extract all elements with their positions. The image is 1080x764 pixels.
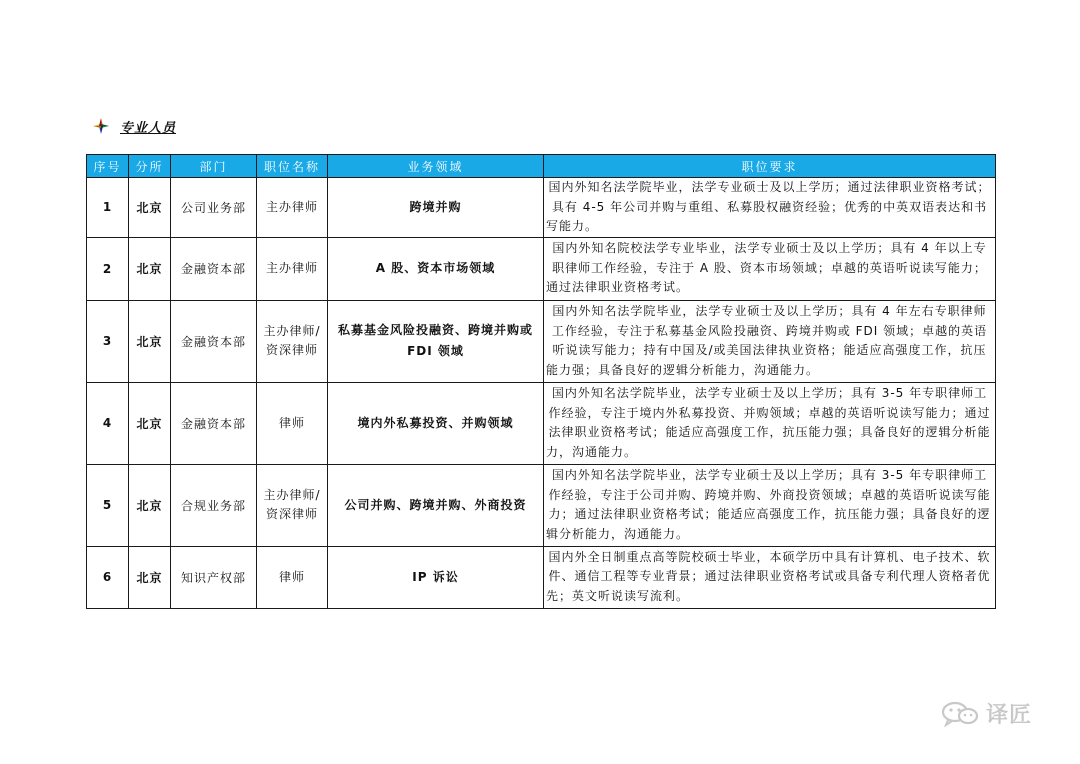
row-department: 知识产权部 [171,546,257,608]
positions-table [86,154,996,609]
header-requirements: 职位要求 [544,155,996,178]
row-requirements: 国内外知名法学院毕业，法学专业硕士及以上学历；具有 3-5 年专职律师工作经验，专注于公司并购、跨境并购、外商投资领域；卓越的英语听说读写能力；通过法律职业资格考试；能适应高强度工作，抗压能力强；具备良好的逻辑分析能力，沟通能力。 [544,464,996,546]
row-position: 主办律师 [257,178,328,238]
table-row [87,546,996,608]
row-office: 北京 [129,300,171,382]
row-no: 6 [87,546,129,608]
table-row [87,178,996,238]
row-department: 金融资本部 [171,300,257,382]
row-no: 1 [87,178,129,238]
header-practice-area: 业务领域 [328,155,544,178]
row-practice-area: 跨境并购 [328,178,544,238]
row-office: 北京 [129,382,171,464]
table-row [87,382,996,464]
row-requirements: 国内外知名法学院毕业，法学专业硕士及以上学历；具有 3-5 年专职律师工作经验，专注于境内外私募投资、并购领域；卓越的英语听说读写能力；通过法律职业资格考试；能适应高强度工作，抗压能力强；具备良好的逻辑分析能力，沟通能力。 [544,382,996,464]
row-requirements: 国内外知名院校法学专业毕业，法学专业硕士及以上学历；具有 4 年以上专职律师工作经验，专注于 A 股、资本市场领域；卓越的英语听说读写能力；通过法律职业资格考试。 [544,237,996,300]
table-row [87,237,996,300]
row-position: 律师 [257,546,328,608]
row-no: 2 [87,237,129,300]
table-row [87,464,996,546]
header-no: 序号 [87,155,129,178]
row-requirements: 国内外知名法学院毕业，法学专业硕士及以上学历；通过法律职业资格考试；具有 4-5 年公司并购与重组、私募股权融资经验；优秀的中英双语表达和书写能力。 [544,178,996,238]
row-department: 金融资本部 [171,382,257,464]
row-position: 主办律师 [257,237,328,300]
row-practice-area: 公司并购、跨境并购、外商投资 [328,464,544,546]
row-position: 主办律师/资深律师 [257,300,328,382]
row-office: 北京 [129,178,171,238]
header-position: 职位名称 [257,155,328,178]
row-position: 律师 [257,382,328,464]
section-title: 专业人员 [120,120,177,136]
row-no: 4 [87,382,129,464]
row-position: 主办律师/资深律师 [257,464,328,546]
row-no: 5 [87,464,129,546]
row-no: 3 [87,300,129,382]
row-practice-area: 私募基金风险投融资、跨境并购或 FDI 领域 [328,300,544,382]
row-department: 公司业务部 [171,178,257,238]
header-department: 部门 [171,155,257,178]
row-department: 合规业务部 [171,464,257,546]
row-practice-area: 境内外私募投资、并购领域 [328,382,544,464]
row-requirements: 国内外知名法学院毕业，法学专业硕士及以上学历；具有 4 年左右专职律师工作经验，专注于私募基金风险投融资、跨境并购或 FDI 领域；卓越的英语听说读写能力；持有中国及/或美国法律执业资格；能适应高强度工作，抗压能力强；具备良好的逻辑分析能力，沟通能力。 [544,300,996,382]
watermark-text: 译匠 [986,703,1033,728]
row-department: 金融资本部 [171,237,257,300]
table-row [87,300,996,382]
table-header-row [87,155,996,178]
row-office: 北京 [129,546,171,608]
diamond-bullet-icon [92,117,110,135]
watermark [940,698,1032,729]
wechat-icon [940,701,980,727]
row-office: 北京 [129,237,171,300]
row-office: 北京 [129,464,171,546]
section-heading [92,116,176,136]
row-practice-area: IP 诉讼 [328,546,544,608]
header-office: 分所 [129,155,171,178]
row-practice-area: A 股、资本市场领域 [328,237,544,300]
row-requirements: 国内外全日制重点高等院校硕士毕业，本硕学历中具有计算机、电子技术、软件、通信工程等专业背景；通过法律职业资格考试或具备专利代理人资格者优先；英文听说读写流利。 [544,546,996,608]
